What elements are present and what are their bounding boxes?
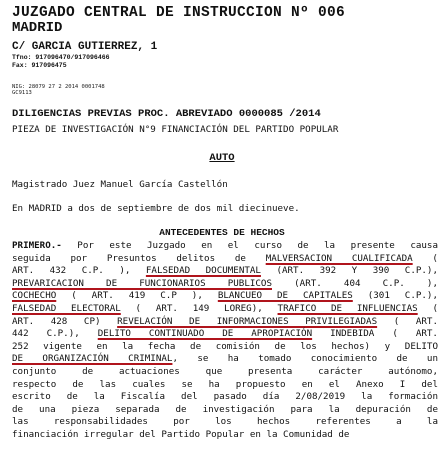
body-line: escrito de la Fiscalía del pasado día 2/08/2019 la formación xyxy=(12,391,438,403)
court-city: MADRID xyxy=(12,20,63,36)
procedure-line: DILIGENCIAS PREVIAS PROC. ABREVIADO 0000085 /2014 xyxy=(12,108,321,120)
underlined-offense: FALSEDAD DOCUMENTAL xyxy=(145,265,261,277)
body-line xyxy=(12,240,438,253)
body-line: respecto de las cuales se ha propuesto en el Anexo I del xyxy=(12,378,438,390)
body-line xyxy=(12,353,438,366)
underlined-offense: DELITO CONTINUADO DE APROPIACIÓN xyxy=(97,328,313,340)
section-title: ANTECEDENTES DE HECHOS xyxy=(159,227,285,238)
underlined-offense: DE ORGANIZACIÓN CRIMINAL xyxy=(12,353,173,365)
body-line xyxy=(12,290,438,303)
body-line: de una pieza separada de investigación para la depuración de xyxy=(12,403,438,415)
document-title-text: AUTO xyxy=(209,152,235,164)
body-text-run: ( ART. xyxy=(377,315,438,327)
underlined-offense: MALVERSACION CUALIFICADA xyxy=(265,252,413,264)
underlined-offense: REVELACIÓN DE INFORMACIONES PRIVILEGIADAS xyxy=(117,315,378,327)
body-line xyxy=(12,303,438,316)
underlined-offense: TRAFICO DE INFLUENCIAS xyxy=(277,302,418,314)
body-line xyxy=(12,278,438,291)
body-line: 252 vigente en la fecha de comisión de los hechos) y DELITO xyxy=(12,340,438,352)
underlined-offense: PREVARICACION DE FUNCIONARIOS PUBLICOS xyxy=(12,277,272,289)
case-identifiers xyxy=(12,84,105,96)
body-text-run: , se ha tomado conocimiento de un xyxy=(172,353,438,365)
paragraph-label: PRIMERO.- xyxy=(12,240,62,251)
body-line xyxy=(12,316,438,329)
body-line: financiación irregular del Partido Popular en la Comunidad de xyxy=(12,428,350,440)
underlined-offense: COCHECHO xyxy=(12,290,57,302)
body-text-run: seguida por Presuntos delitos de xyxy=(12,252,266,264)
body-line: las responsabilidades por los hechos referentes a la xyxy=(12,416,438,428)
body-text-run: (301 C.P.), xyxy=(352,290,438,302)
body-text-run: ART. 428 CP) xyxy=(12,315,118,327)
body-text-run: ( xyxy=(412,252,438,264)
court-fax: Fax: 917096475 xyxy=(12,62,67,69)
court-name: JUZGADO CENTRAL DE INSTRUCCION Nº 006 xyxy=(12,5,346,21)
body-text-run: 442 C.P.), xyxy=(12,328,98,340)
underlined-offense: BLANCUEO DE CAPITALES xyxy=(217,290,353,302)
body-text-run: Por este Juzgado en el curso de la presente causa xyxy=(61,240,438,251)
body-text-run: ART. 432 C.P. ), xyxy=(12,265,146,277)
court-phone: Tfno: 917096470/917096466 xyxy=(12,54,110,61)
body-text-run: ( ART. 149 LOREG), xyxy=(120,302,278,314)
body-line xyxy=(12,265,438,278)
date-line: En MADRID a dos de septiembre de dos mil diecinueve. xyxy=(12,203,300,214)
body-line xyxy=(12,328,438,341)
piece-line: PIEZA DE INVESTIGACIÓN N°9 FINANCIACIÓN DEL PARTIDO POPULAR xyxy=(12,124,339,135)
body-text-run: (ART. 404 C.P. ), xyxy=(272,277,438,289)
court-address: C/ GARCIA GUTIERREZ, 1 xyxy=(12,41,158,53)
court-header xyxy=(12,6,440,70)
body-text-run: (ART. 392 Y 390 C.P.), xyxy=(260,265,438,277)
magistrate-line: Magistrado Juez Manuel García Castellón xyxy=(12,179,228,190)
body-text xyxy=(12,240,438,442)
underlined-offense: FALSEDAD ELECTORAL xyxy=(12,302,121,314)
body-text-run: ( ART. 419 C.P ), xyxy=(56,290,218,302)
document-title xyxy=(0,152,444,164)
body-line xyxy=(12,253,438,266)
body-text-run: INDEBIDA ( ART. xyxy=(312,328,438,340)
body-text-run: ( xyxy=(417,302,438,314)
nig-number: NIG: 28079 27 2 2014 0001748 xyxy=(12,84,105,90)
internal-code: GC9113 xyxy=(12,90,32,96)
body-line: conjunto de actuaciones que presenta carácter autónomo, xyxy=(12,365,438,377)
